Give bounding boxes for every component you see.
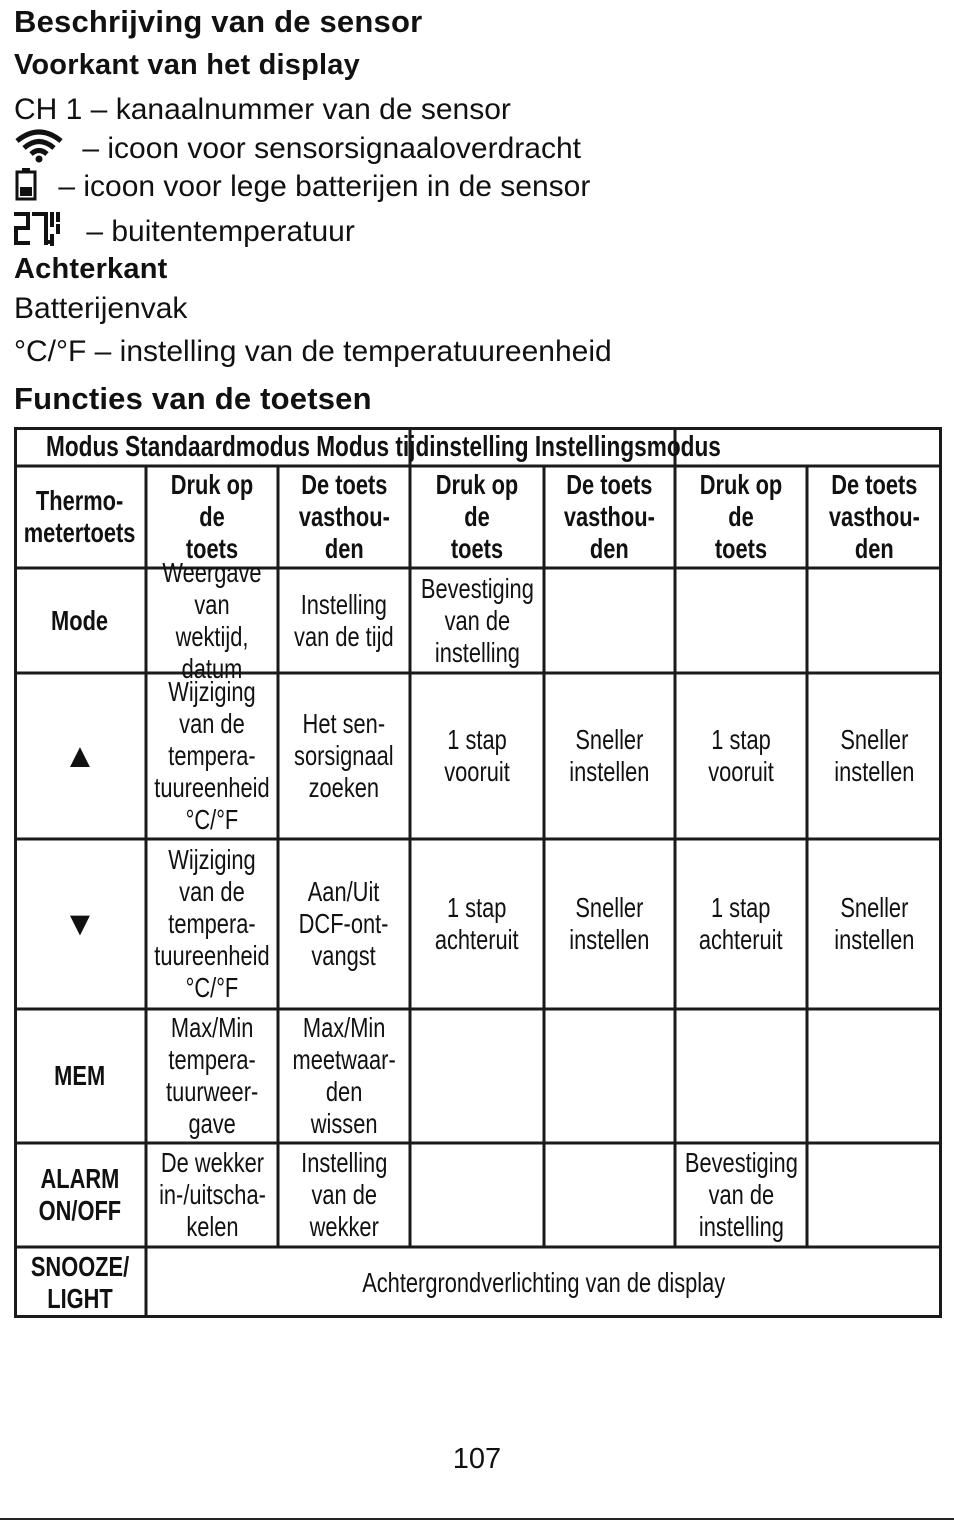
table-cell [807,568,942,673]
column-header: De toets vasthou- den [298,469,390,564]
front-item-signal [14,129,581,172]
table-cell: Bevestiging van de instelling [420,572,534,668]
mode-header-row: Modus Standaardmodus Modus tijdinstelling Instellingsmodus [46,431,721,463]
key-snooze-light: SNOOZE/ LIGHT [30,1250,130,1314]
table-cell: Instelling van de wekker [300,1147,388,1242]
table-cell: Wijziging van de tempera- tuureenheid °C/°F [154,676,270,835]
table-cell [410,1009,544,1143]
table-cell: Instelling van de tijd [294,588,394,652]
table-cell: Weergave van wektijd, datum [162,556,262,684]
table-cell [675,568,807,673]
table-cell [410,1143,544,1247]
front-item-channel [14,92,511,128]
table-cell [544,1143,675,1247]
key-down-arrow-icon: ▼ [63,905,97,943]
table-cell [807,1143,942,1247]
back-item: Batterijenvak [14,292,188,325]
table-cell: 1 stap achteruit [435,892,519,955]
signal-icon [14,129,64,172]
table-cell: Sneller instellen [834,724,915,787]
table-cell: Het sen- sorsignaal zoeken [294,708,394,803]
table-cell [544,1009,675,1143]
table-cell: 1 stap vooruit [444,724,510,787]
key-functions-table [14,427,942,1318]
column-header: Druk op de toets [435,469,519,564]
column-header: Thermo- metertoets [24,485,136,548]
table-cell [675,1009,807,1143]
column-header: Druk op de toets [699,469,783,564]
column-header: De toets vasthou- den [828,469,921,564]
key-alarm-on-off: ALARM ON/OFF [38,1163,122,1226]
table-cell: Sneller instellen [569,724,650,787]
key-up-arrow-icon: ▲ [63,737,97,775]
front-display-title: Voorkant van het display [14,49,360,81]
table-cell [544,568,675,673]
front-item-text: – icoon voor lege batterijen in de sensor [58,170,591,204]
table-cell: De wekker in-/uitscha- kelen [158,1147,266,1242]
front-item-battery [14,167,590,210]
table-cell: Aan/Uit DCF-ont- vangst [299,876,389,971]
table-cell: Wijziging van de tempera- tuureenheid °C/°F [154,844,270,1003]
table-cell: Max/Min meetwaar- den wissen [292,1012,396,1139]
table-cell: 1 stap achteruit [699,892,783,955]
key-mem: MEM [54,1060,106,1091]
back-item: °C/°F – instelling van de temperatuureenheid [14,335,612,368]
battery-icon [14,167,38,210]
column-header: Druk op de toets [170,469,254,564]
table-cell [807,1009,942,1143]
table-cell: Bevestiging van de instelling [684,1147,798,1242]
key-mode: Mode [51,604,109,636]
table-cell: Max/Min tempera- tuurweer- gave [165,1012,259,1139]
table-cell: 1 stap vooruit [708,724,774,787]
table-cell: Sneller instellen [834,892,915,955]
functions-title: Functies van de toetsen [14,381,372,416]
backlight-cell: Achtergrondverlichting van de display [362,1266,726,1298]
footer-rule [0,1518,954,1520]
front-item-text: CH 1 – kanaalnummer van de sensor [14,93,511,126]
front-item-temperature [14,210,355,257]
front-item-text: – buitentemperatuur [86,215,355,249]
back-title: Achterkant [14,253,168,285]
table-cell: Sneller instellen [569,892,650,955]
temperature-digits-icon [14,210,64,257]
front-item-text: – icoon voor sensorsignaaloverdracht [82,132,581,166]
column-header: De toets vasthou- den [563,469,656,564]
page-heading: Beschrijving van de sensor [14,4,423,39]
page-number: 107 [452,1443,502,1475]
